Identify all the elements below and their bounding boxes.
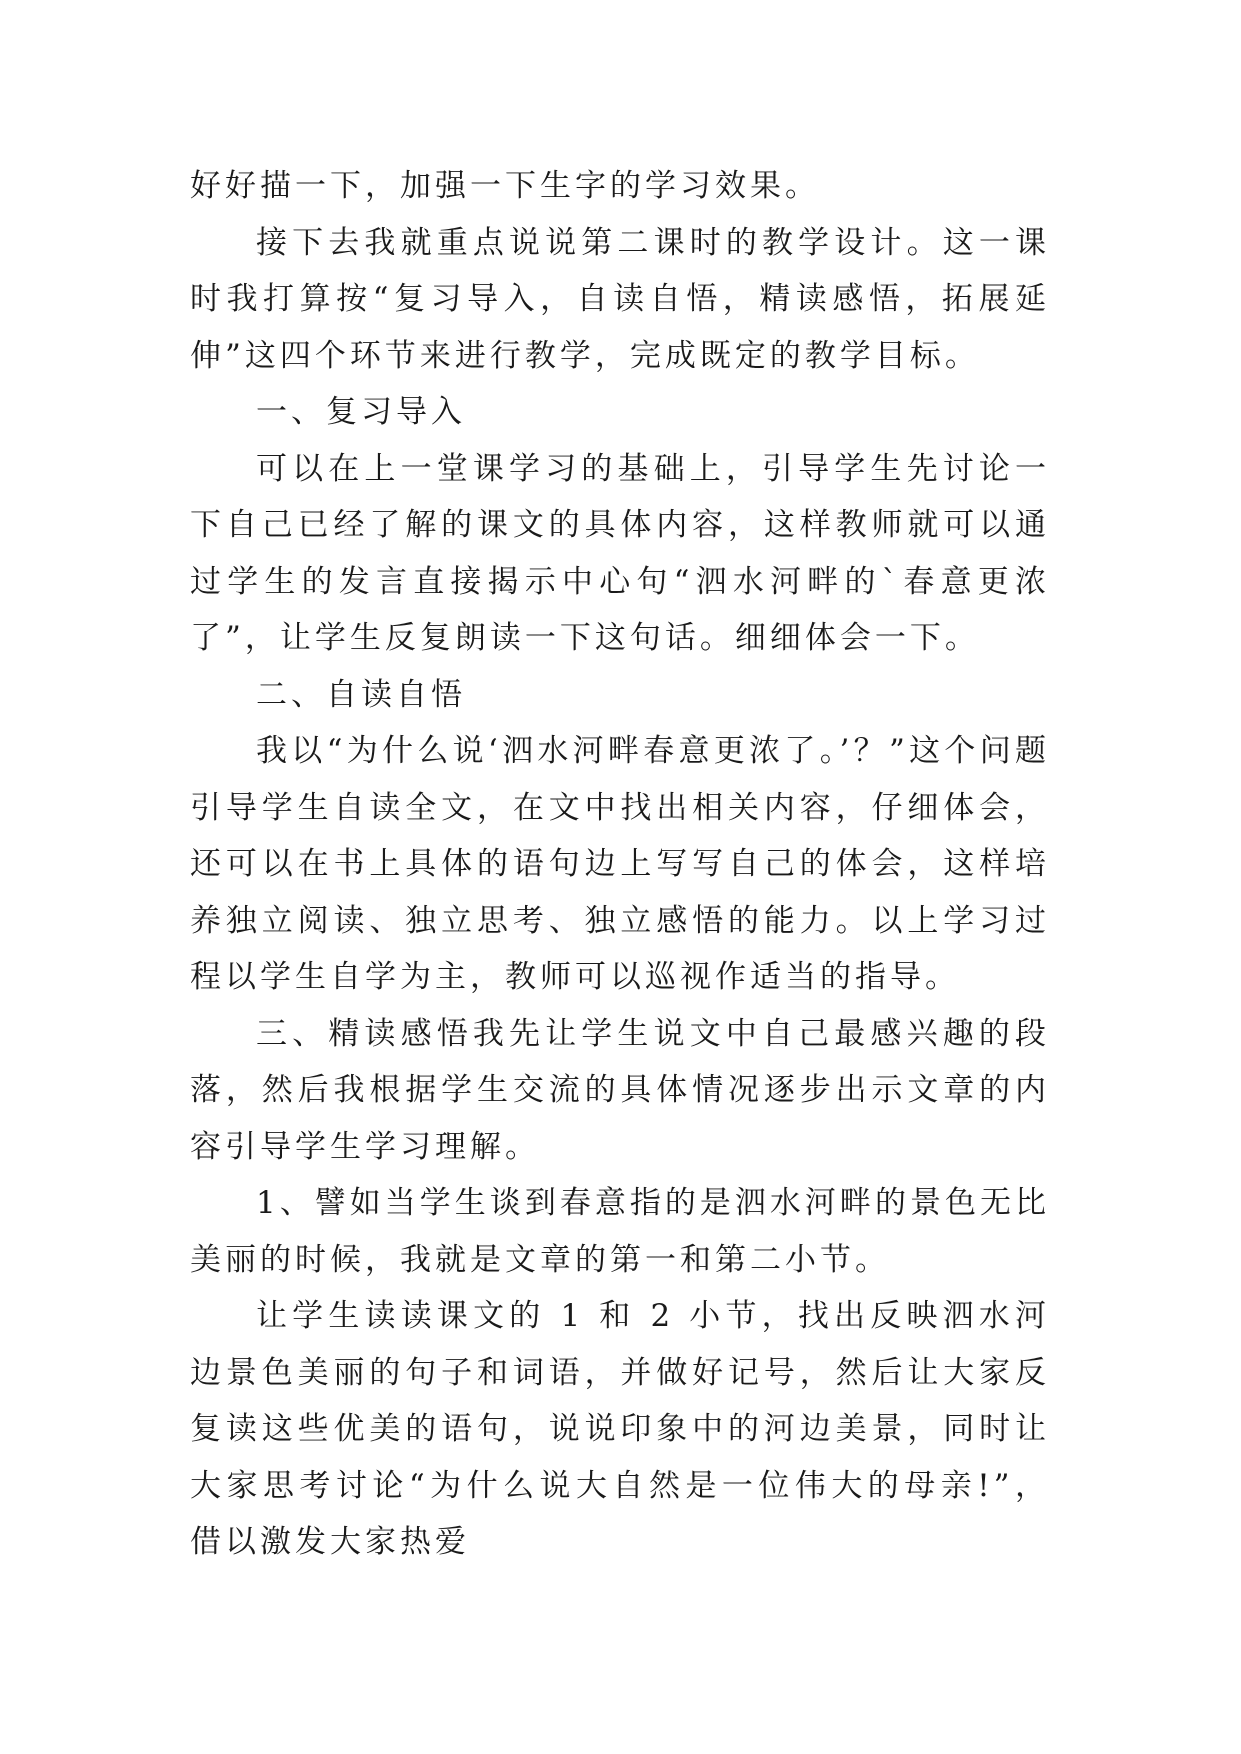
paragraph-3: 可以在上一堂课学习的基础上，引导学生先讨论一下自己已经了解的课文的具体内容，这样教师就可以通过学生的发言直接揭示中心句“泗水河畔的`春意更浓了”，让学生反复朗读一下这句话。细细体会一下。	[190, 450, 1050, 656]
paragraph-6: 1、譬如当学生谈到春意指的是泗水河畔的景色无比美丽的时候，我就是文章的第一和第二小节。	[190, 1185, 1050, 1278]
document-body	[190, 158, 1050, 1571]
paragraph-5: 三、精读感悟我先让学生说文中自己最感兴趣的段落，然后我根据学生交流的具体情况逐步出示文章的内容引导学生学习理解。	[190, 1015, 1050, 1165]
paragraph-4: 我以“为什么说‘泗水河畔春意更浓了。’？”这个问题引导学生自读全文，在文中找出相关内容，仔细体会，还可以在书上具体的语句边上写写自己的体会，这样培养独立阅读、独立思考、独立感悟的能力。以上学习过程以学生自学为主，教师可以巡视作适当的指导。	[190, 733, 1050, 995]
section-heading-self-reading: 二、自读自悟	[256, 676, 466, 713]
paragraph-1: 好好描一下，加强一下生字的学习效果。	[190, 168, 820, 204]
section-heading-review-intro: 一、复习导入	[256, 394, 466, 430]
paragraph-2: 接下去我就重点说说第二课时的教学设计。这一课时我打算按“复习导入，自读自悟，精读感悟，拓展延伸”这四个环节来进行教学，完成既定的教学目标。	[190, 224, 1050, 374]
paragraph-7: 让学生读读课文的 1 和 2 小节，找出反映泗水河边景色美丽的句子和词语，并做好记号，然后让大家反复读这些优美的语句，说说印象中的河边美景，同时让大家思考讨论“为什么说大自然是一位伟大的母亲!”，借以激发大家热爱	[190, 1298, 1050, 1560]
